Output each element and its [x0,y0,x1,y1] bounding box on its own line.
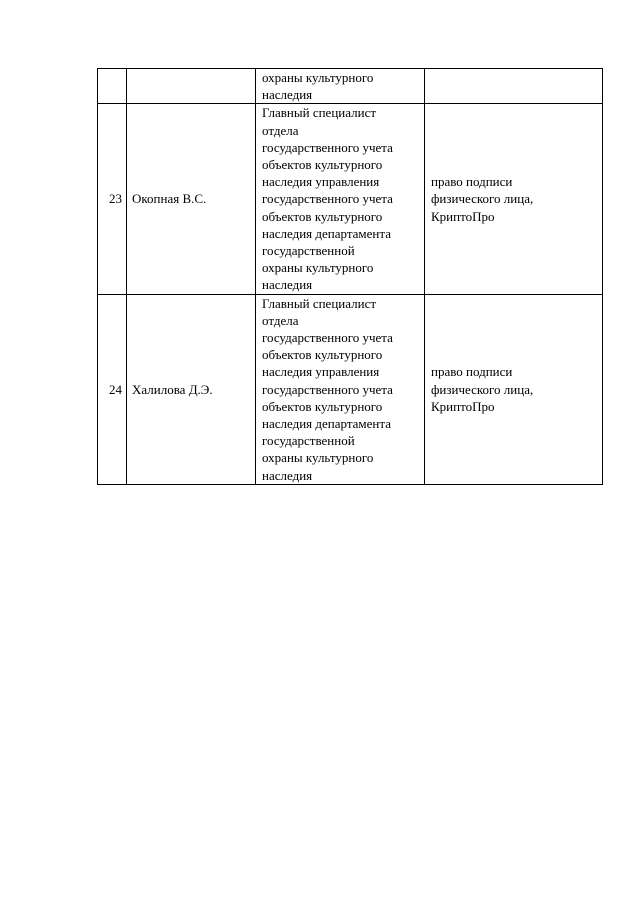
staff-table [97,68,603,485]
signature-text: право подписи физического лица, КриптоПро [431,174,534,224]
name-cell [127,69,256,104]
position-cell [256,104,425,294]
table-row [98,294,603,484]
position-cell [256,69,425,104]
signature-cell [425,69,603,104]
position-text: охраны культурного наследия [262,70,374,103]
signature-cell [425,104,603,294]
signature-text: право подписи физического лица, КриптоПро [431,364,534,414]
signature-cell [425,294,603,484]
table-row-continuation [98,69,603,104]
position-cell [256,294,425,484]
row-number-cell: 23 [98,104,127,294]
name-cell: Халилова Д.Э. [127,294,256,484]
row-number-cell: 24 [98,294,127,484]
row-number-cell [98,69,127,104]
position-text: Главный специалист отдела государственного учета объектов культурного наследия управления государственного учета объектов культурного наследия департамента государственной охраны культурного наследия [262,295,393,483]
table-row [98,104,603,294]
name-cell: Окопная В.С. [127,104,256,294]
position-text: Главный специалист отдела государственного учета объектов культурного наследия управления государственного учета объектов культурного наследия департамента государственной охраны культурного наследия [262,105,393,293]
